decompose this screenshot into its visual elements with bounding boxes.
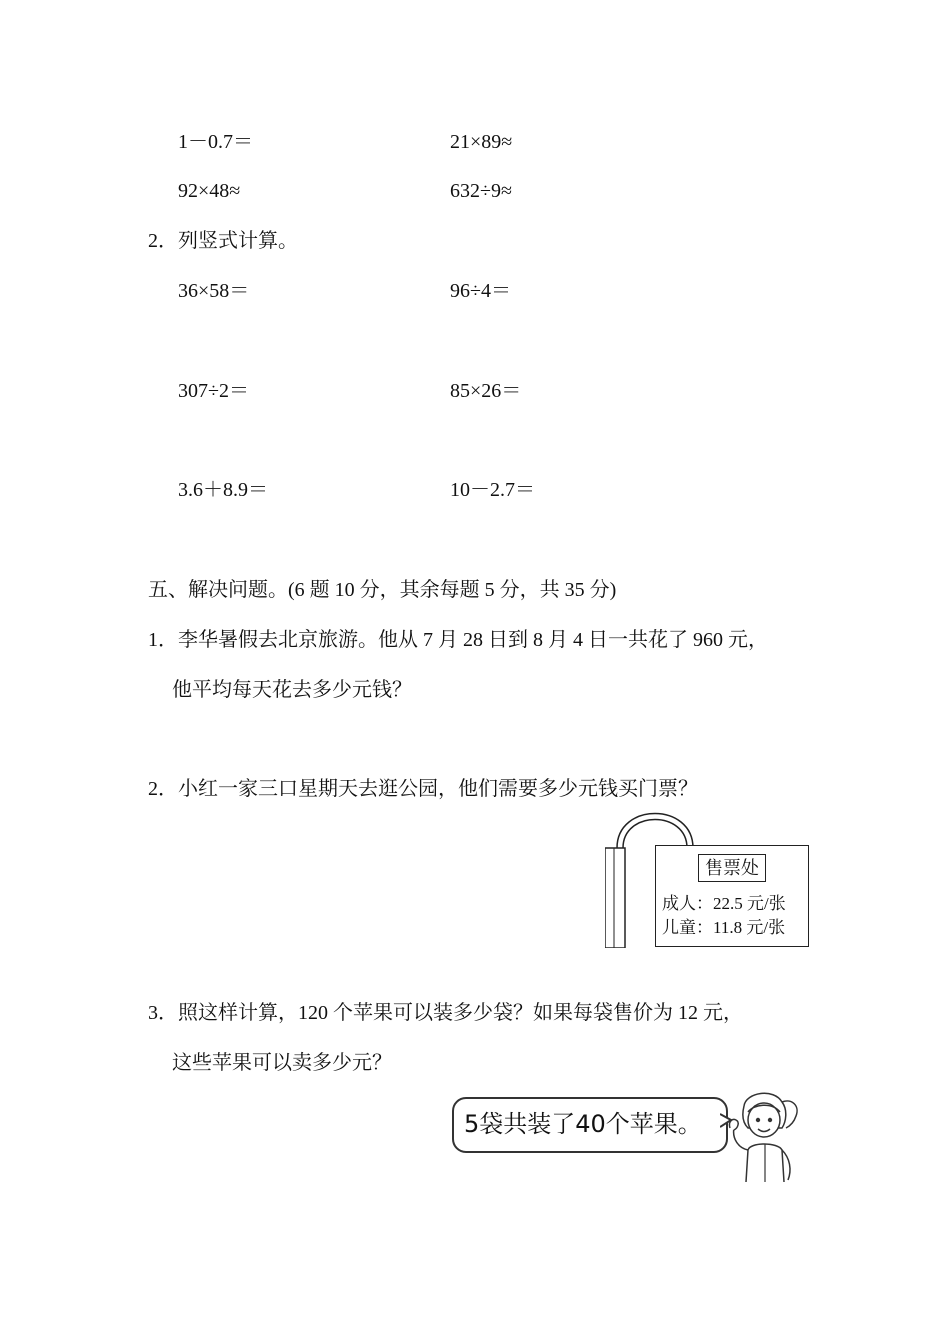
vertical-row3-right: 10－2.7＝ [450,479,535,501]
child-price: 儿童：11.8 元/张 [662,918,786,937]
q3-line2: 这些苹果可以卖多少元？ [172,1052,392,1074]
oral-row1-left: 1－0.7＝ [178,131,253,153]
adult-price: 成人：22.5 元/张 [662,894,786,913]
vertical-row2-left: 307÷2＝ [178,380,249,402]
speech-bubble [452,1097,728,1153]
vertical-row1-right: 96÷4＝ [450,280,511,302]
q2-line1: 2．小红一家三口星期天去逛公园，他们需要多少元钱买门票？ [148,778,698,800]
ticket-booth-sign [655,845,809,947]
speech-text: 5袋共装了40个苹果。 [464,1110,702,1138]
section5-heading: 五、解决问题。(6 题 10 分，其余每题 5 分，共 35 分) [148,579,617,601]
oral-row2-left: 92×48≈ [178,180,241,202]
q3-line1: 3．照这样计算，120 个苹果可以装多少袋？如果每袋售价为 12 元， [148,1002,743,1024]
vertical-row3-left: 3.6＋8.9＝ [178,479,268,501]
oral-row1-right: 21×89≈ [450,131,513,153]
oral-row2-right: 632÷9≈ [450,180,512,202]
vertical-row1-left: 36×58＝ [178,280,250,302]
q1-line2: 他平均每天花去多少元钱？ [172,679,412,701]
girl-icon [722,1088,807,1183]
vertical-row2-right: 85×26＝ [450,380,522,402]
booth-title: 售票处 [698,854,766,882]
vertical-heading: 2．列竖式计算。 [148,230,298,252]
q1-line1: 1．李华暑假去北京旅游。他从 7 月 28 日到 8 月 4 日一共花了 960 元， [148,629,768,651]
